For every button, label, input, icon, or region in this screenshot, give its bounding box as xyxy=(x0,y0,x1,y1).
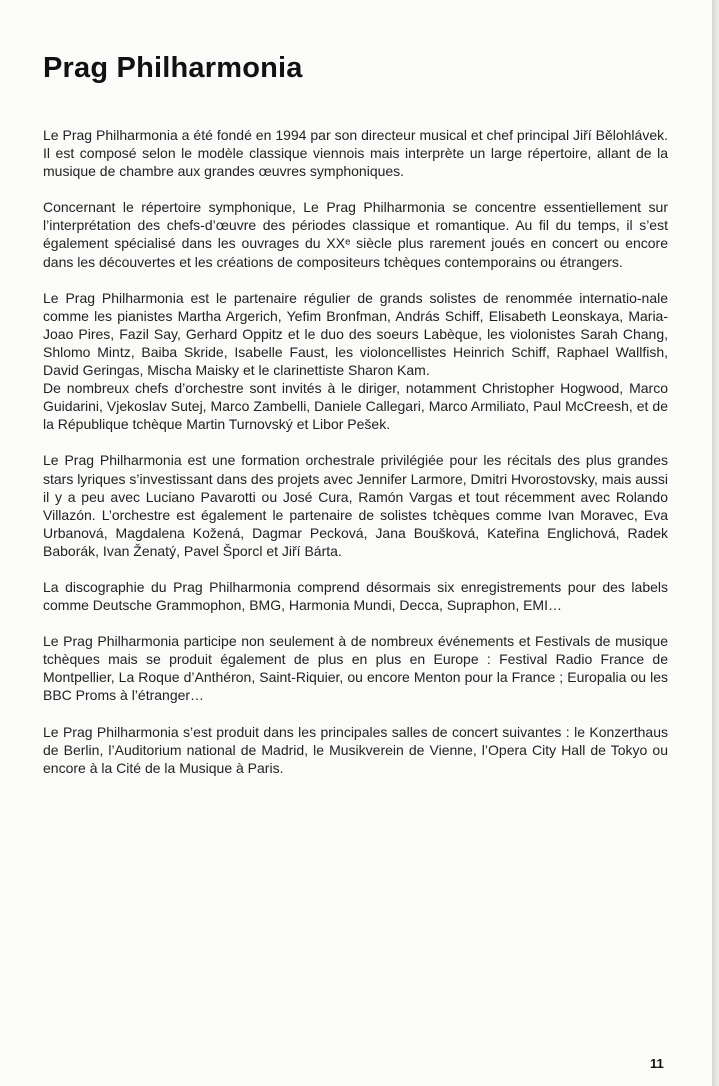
paragraph-repertoire: Concernant le répertoire symphonique, Le Prag Philharmonia se concentre essentiellement sur l’interprétation des chefs-d’œuvre des périodes classique et romantique. Au fil du temps, il s’est également spécialisé dans les ouvrages du XXᵉ siècle plus rarement joués en concert ou encore dans les découvertes et les créations de compositeurs tchèques contemporains ou étrangers. xyxy=(43,199,668,270)
paragraph-festivals: Le Prag Philharmonia participe non seulement à de nombreux événements et Festivals de musique tchèques mais se produit également de plus en plus en Europe : Festival Radio France de Montpellier, La Roque d’Anthéron, Saint-Riquier, ou encore Menton pour la France ; Europalia ou les BBC Proms à l’étranger… xyxy=(43,633,668,704)
page-edge xyxy=(712,0,719,1086)
page-title: Prag Philharmonia xyxy=(43,52,303,84)
document-body xyxy=(43,126,668,795)
paragraph-discography: La discographie du Prag Philharmonia comprend désormais six enregistrements pour des labels comme Deutsche Grammophon, BMG, Harmonia Mundi, Decca, Supraphon, EMI… xyxy=(43,578,668,614)
paragraph-concert-halls: Le Prag Philharmonia s’est produit dans les principales salles de concert suivantes : le Konzerthaus de Berlin, l’Auditorium national de Madrid, le Musikverein de Vienne, l’Opera City Hall de Tokyo ou encore à la Cité de la Musique à Paris. xyxy=(43,723,668,776)
paragraph-soloists: Le Prag Philharmonia est le partenaire régulier de grands solistes de renommée internatio-nale comme les pianistes Martha Argerich, Yefim Bronfman, András Schiff, Elisabeth Leonskaya, Maria-Joao Pires, Fazil Say, Gerhard Oppitz et le duo des soeurs Labèque, les violonistes Sarah Chang, Shlomo Mintz, Baiba Skride, Isabelle Faust, les violoncellistes Heinrich Schiff, Raphael Wallfish, David Geringas, Mischa Maisky et le clarinettiste Sharon Kam. xyxy=(43,289,668,379)
paragraph-lyric-stars: Le Prag Philharmonia est une formation orchestrale privilégiée pour les récitals des plus grandes stars lyriques s’investissant dans des projets avec Jennifer Larmore, Dmitri Hvorostovsky, mais aussi il y a peu avec Luciano Pavarotti ou José Cura, Ramón Vargas et tout récemment avec Rolando Villazón. L’orchestre est également le partenaire de solistes tchèques comme Ivan Moravec, Eva Urbanová, Magdalena Kožená, Dagmar Pecková, Jana Boušková, Kateřina Englichová, Radek Baborák, Ivan Ženatý, Pavel Šporcl et Jiří Bárta. xyxy=(43,452,668,559)
paragraph-founding: Le Prag Philharmonia a été fondé en 1994 par son directeur musical et chef principal Jiří Bělohlávek. Il est composé selon le modèle classique viennois mais interprète un large répertoire, allant de la musique de chambre aux grandes œuvres symphoniques. xyxy=(43,127,668,180)
paragraph-conductors: De nombreux chefs d’orchestre sont invités à le diriger, notamment Christopher Hogwood, Marco Guidarini, Vjekoslav Sutej, Marco Zambelli, Daniele Callegari, Marco Armiliato, Paul McCreesh, et de la République tchèque Martin Turnovský et Libor Pešek. xyxy=(43,380,668,433)
page-number: 11 xyxy=(650,1056,664,1071)
